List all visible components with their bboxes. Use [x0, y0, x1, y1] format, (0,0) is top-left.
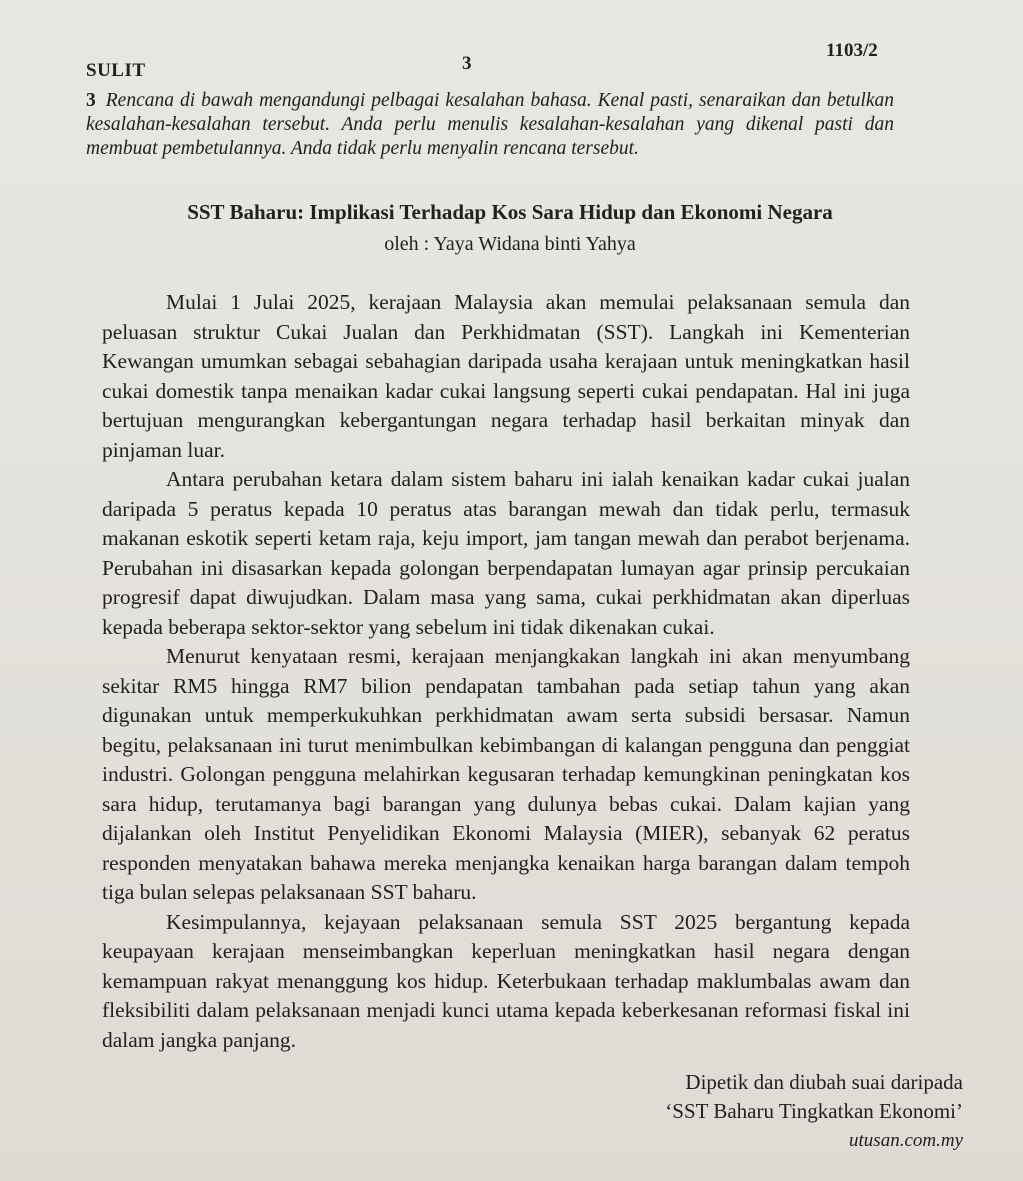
question-instruction	[86, 89, 894, 161]
sulit-label: SULIT	[86, 60, 146, 81]
page-number: 3	[462, 53, 472, 74]
instruction-text: Rencana di bawah mengandungi pelbagai kesalahan bahasa. Kenal pasti, senaraikan dan betulkan kesalahan-kesalahan tersebut. Anda perlu menulis kesalahan-kesalahan yang dikenal pasti dan membuat pembetulannya. Anda tidak perlu menyalin rencana tersebut.	[86, 90, 894, 159]
paragraph-4: Kesimpulannya, kejayaan pelaksanaan semula SST 2025 bergantung kepada keupayaan kerajaan menseimbangkan keperluan meningkatkan hasil negara dengan kemampuan rakyat menanggung kos hidup. Keterbukaan terhadap maklumbalas awam dan fleksibiliti dalam pelaksanaan menjadi kunci utama kepada keberkesanan reformasi fiskal ini dalam jangka panjang.	[102, 909, 910, 1052]
paragraph-3: Menurut kenyataan resmi, kerajaan menjangkakan langkah ini akan menyumbang sekitar RM5 hingga RM7 bilion pendapatan tambahan pada setiap tahun yang akan digunakan untuk memperkukuhkan perkhidmatan awam serta subsidi bersasar. Namun begitu, pelaksanaan ini turut menimbulkan kebimbangan di kalangan pengguna dan penggiat industri. Golongan pengguna melahirkan kegusaran terhadap kemungkinan peningkatan kos sara hidup, terutamanya bagi barangan yang dulunya bebas cukai. Dalam kajian yang dijalankan oleh Institut Penyelidikan Ekonomi Malaysia (MIER), sebanyak 62 peratus responden menyatakan bahawa mereka menjangka kenaikan harga barangan dalam tempoh tiga bulan selepas pelaksanaan SST baharu.	[102, 644, 910, 904]
source-citation	[665, 1068, 963, 1155]
paper-code: 1103/2	[826, 40, 878, 61]
paragraph-1: Mulai 1 Julai 2025, kerajaan Malaysia akan memulai pelaksanaan semula dan peluasan struktur Cukai Jualan dan Perkhidmatan (SST). Langkah ini Kementerian Kewangan umumkan sebagai sebahagian daripada usaha kerajaan untuk meningkatkan hasil cukai domestik tanpa menaikan kadar cukai langsung seperti cukai pendapatan. Hal ini juga bertujuan mengurangkan kebergantungan negara terhadap hasil berkaitan minyak dan pinjaman luar.	[102, 290, 910, 462]
article-title: SST Baharu: Implikasi Terhadap Kos Sara Hidup dan Ekonomi Negara	[187, 200, 833, 224]
question-number: 3	[86, 90, 96, 111]
source-site: utusan.com.my	[849, 1130, 963, 1151]
paragraph-2: Antara perubahan ketara dalam sistem baharu ini ialah kenaikan kadar cukai jualan daripada 5 peratus kepada 10 peratus atas barangan mewah dan tidak perlu, termasuk makanan eskotik seperti ketam raja, keju import, jam tangan mewah dan perabot berjenama. Perubahan ini disasarkan kepada golongan berpendapatan lumayan agar prinsip percukaian progresif dapat diwujudkan. Dalam masa yang sama, cukai perkhidmatan akan diperluas kepada beberapa sektor-sektor yang sebelum ini tidak dikenakan cukai.	[102, 467, 910, 639]
source-line-1: Dipetik dan diubah suai daripada	[685, 1070, 963, 1094]
source-line-2: ‘SST Baharu Tingkatkan Ekonomi’	[665, 1099, 963, 1123]
article-author: oleh : Yaya Widana binti Yahya	[384, 233, 636, 255]
article-body	[102, 288, 910, 1055]
